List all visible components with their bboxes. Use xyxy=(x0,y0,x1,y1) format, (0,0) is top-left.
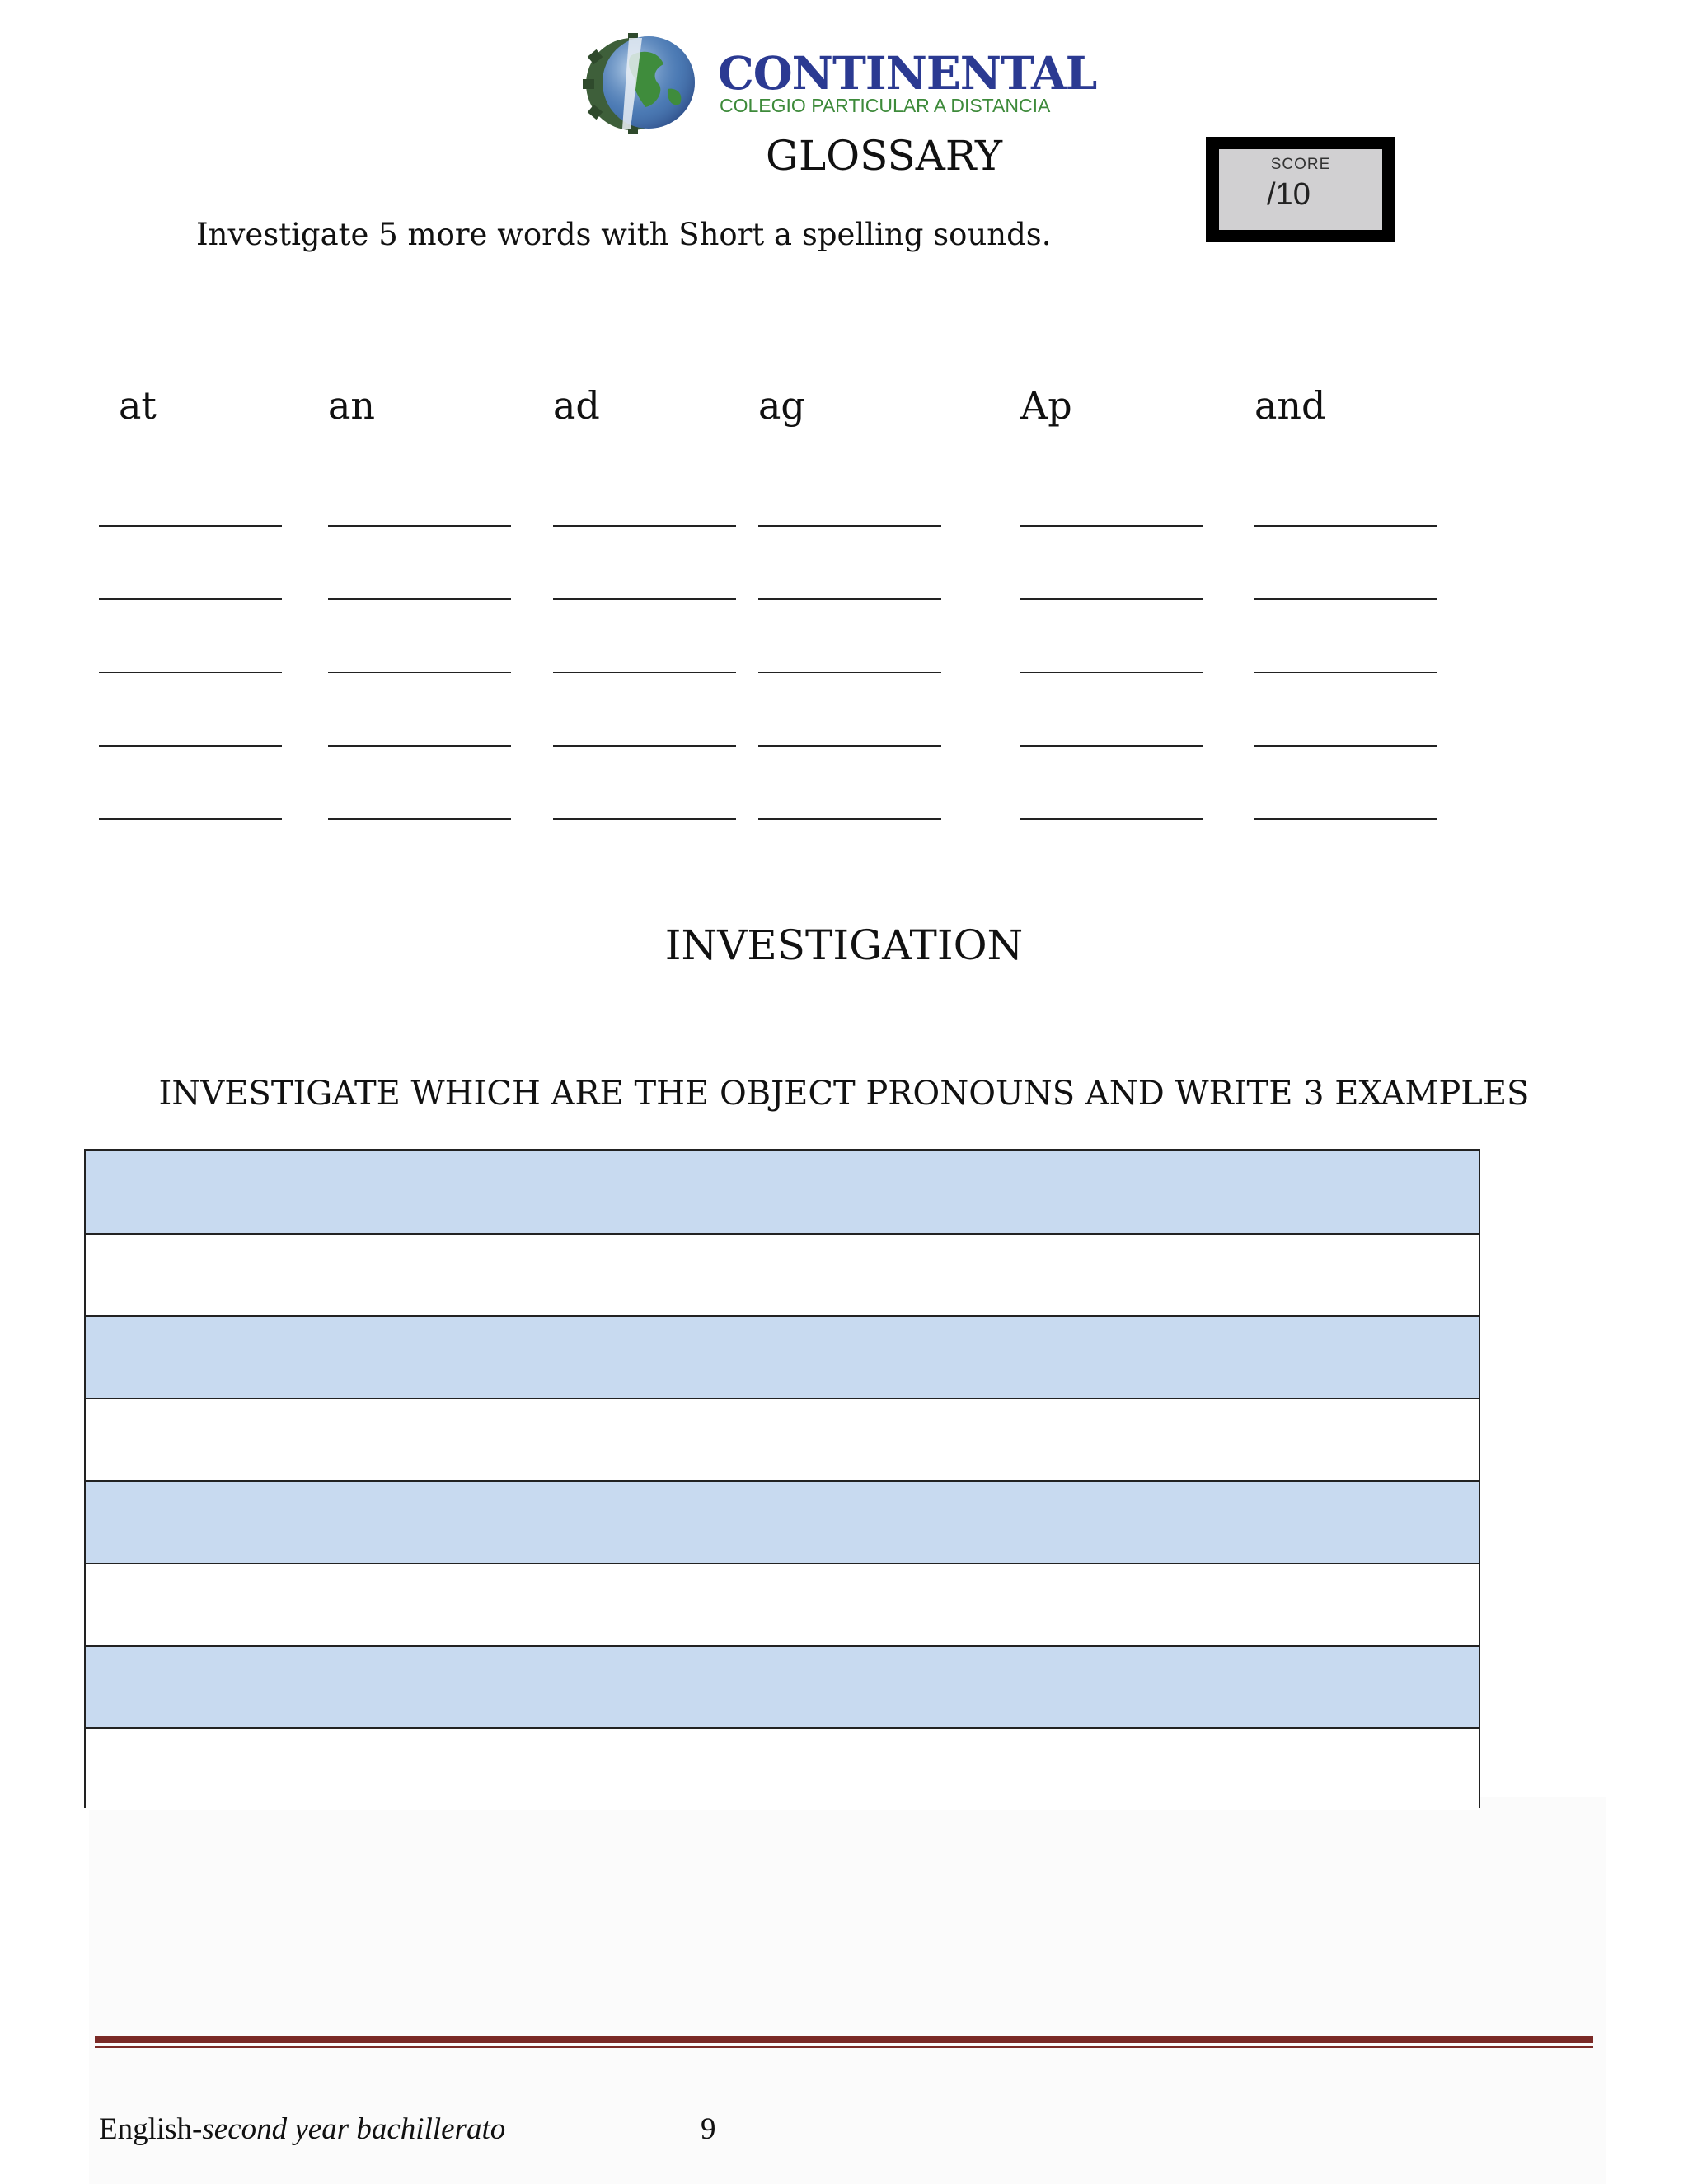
blank-answer-line[interactable] xyxy=(758,525,941,527)
investigation-question: INVESTIGATE WHICH ARE THE OBJECT PRONOUNS AND WRITE 3 EXAMPLES xyxy=(158,1075,1530,1113)
blank-answer-line[interactable] xyxy=(553,525,736,527)
blank-answer-line[interactable] xyxy=(1020,598,1203,600)
blank-answer-line[interactable] xyxy=(1020,745,1203,747)
column-heading-at: at xyxy=(119,383,157,428)
blank-answer-line[interactable] xyxy=(553,672,736,673)
blank-answer-line[interactable] xyxy=(328,745,511,747)
blank-answer-line[interactable] xyxy=(1254,745,1437,747)
glossary-instruction: Investigate 5 more words with Short a spelling sounds. xyxy=(196,217,1052,252)
blank-answer-line[interactable] xyxy=(553,745,736,747)
table-row[interactable] xyxy=(86,1151,1479,1233)
blank-answer-line[interactable] xyxy=(758,818,941,820)
blank-answer-line[interactable] xyxy=(328,598,511,600)
column-heading-an: an xyxy=(328,383,376,428)
blank-answer-line[interactable] xyxy=(99,745,282,747)
glossary-title: GLOSSARY xyxy=(766,132,1002,180)
table-row[interactable] xyxy=(86,1398,1479,1480)
blank-answer-line[interactable] xyxy=(1254,818,1437,820)
column-heading-ag: ag xyxy=(758,383,805,428)
footer-rule xyxy=(95,2036,1593,2043)
score-field[interactable] xyxy=(1219,149,1382,230)
blank-answer-line[interactable] xyxy=(328,525,511,527)
logo-tagline: COLEGIO PARTICULAR A DISTANCIA xyxy=(720,95,1051,116)
page-number: 9 xyxy=(701,2112,716,2146)
blank-answer-line[interactable] xyxy=(553,598,736,600)
table-row[interactable] xyxy=(86,1563,1479,1645)
table-row[interactable] xyxy=(86,1727,1479,1810)
blank-answer-line[interactable] xyxy=(99,672,282,673)
blank-answer-line[interactable] xyxy=(1020,818,1203,820)
footer-subject-label: English- xyxy=(99,2112,203,2146)
investigation-title: INVESTIGATION xyxy=(664,921,1024,969)
school-logo xyxy=(581,31,1097,134)
column-heading-ap: Ap xyxy=(1020,383,1072,428)
blank-answer-line[interactable] xyxy=(758,672,941,673)
blank-answer-line[interactable] xyxy=(758,745,941,747)
blank-answer-line[interactable] xyxy=(99,525,282,527)
table-row[interactable] xyxy=(86,1480,1479,1563)
score-value: /10 xyxy=(1267,177,1311,212)
column-heading-ad: ad xyxy=(553,383,600,428)
globe-gear-icon xyxy=(581,31,713,134)
blank-answer-line[interactable] xyxy=(1254,598,1437,600)
column-heading-and: and xyxy=(1254,383,1326,428)
table-row[interactable] xyxy=(86,1233,1479,1315)
blank-answer-line[interactable] xyxy=(1020,525,1203,527)
table-row[interactable] xyxy=(86,1315,1479,1398)
blank-answer-line[interactable] xyxy=(1020,672,1203,673)
blank-answer-line[interactable] xyxy=(99,598,282,600)
blank-answer-line[interactable] xyxy=(328,672,511,673)
footer-subject xyxy=(99,2111,505,2147)
score-label: SCORE xyxy=(1270,156,1331,173)
blank-answer-line[interactable] xyxy=(553,818,736,820)
footer-rule-thin xyxy=(95,2046,1593,2048)
blank-answer-line[interactable] xyxy=(1254,525,1437,527)
table-row[interactable] xyxy=(86,1645,1479,1727)
score-box xyxy=(1206,137,1395,242)
blank-answer-line[interactable] xyxy=(99,818,282,820)
blank-answer-line[interactable] xyxy=(1254,672,1437,673)
blank-answer-line[interactable] xyxy=(758,598,941,600)
logo-name: CONTINENTAL xyxy=(718,46,1097,100)
blank-answer-line[interactable] xyxy=(328,818,511,820)
answer-table xyxy=(84,1149,1480,1808)
footer-subject-italic: second year bachillerato xyxy=(202,2112,506,2146)
